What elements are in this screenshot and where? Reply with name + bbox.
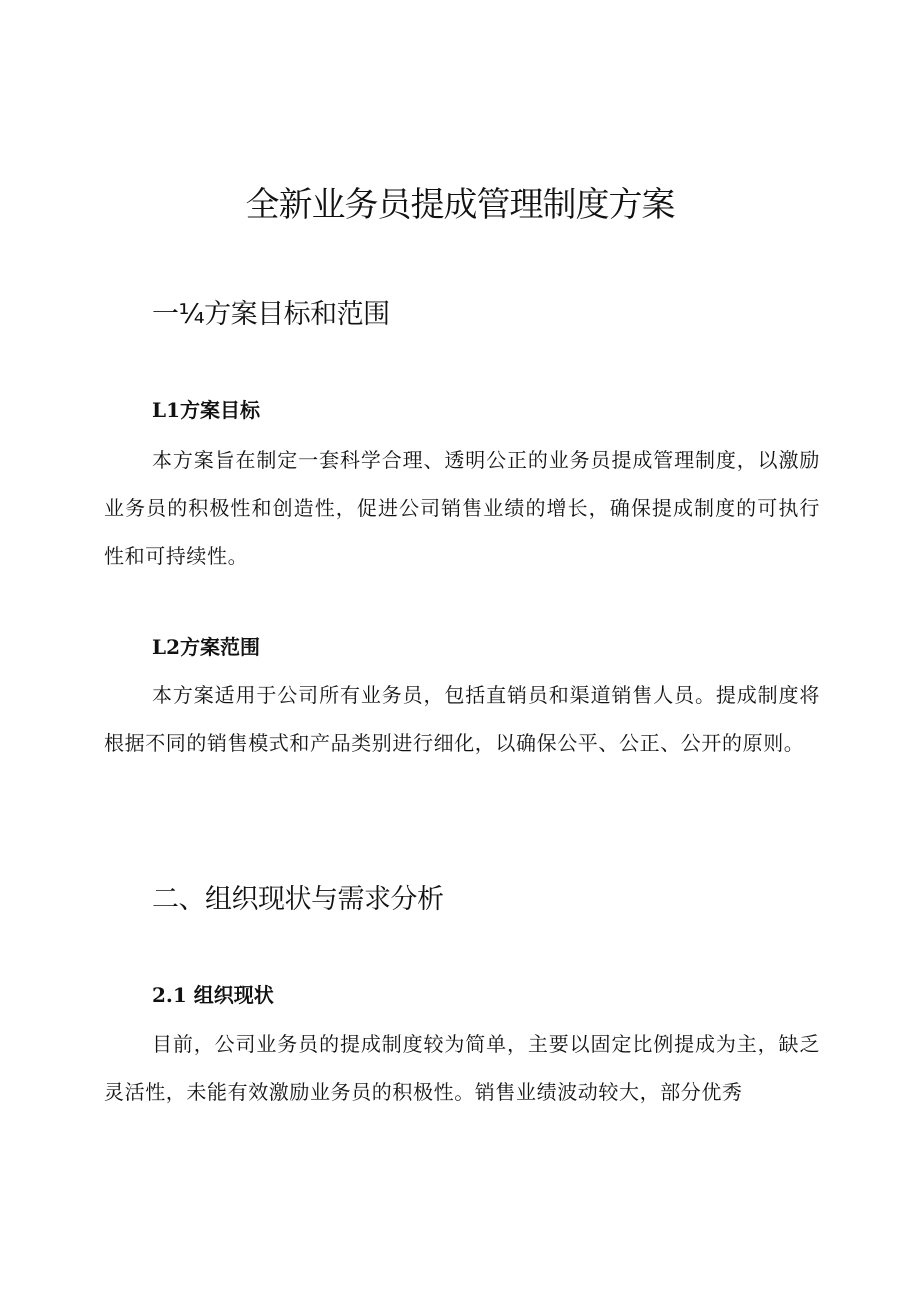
subsection-heading-1-1: L1方案目标: [152, 398, 260, 422]
section-heading-2: 二、组织现状与需求分析: [152, 884, 444, 915]
subsection-heading-2-1: 2.1 组织现状: [152, 983, 274, 1007]
section-heading-1: 一¼方案目标和范围: [152, 299, 390, 330]
paragraph-2-1: 目前，公司业务员的提成制度较为简单，主要以固定比例提成为主，缺乏灵活性，未能有效激励业务员的积极性。销售业绩波动较大，部分优秀: [104, 1032, 820, 1104]
subsection-heading-1-2: L2方案范围: [152, 635, 260, 659]
document-title: 全新业务员提成管理制度方案: [245, 185, 675, 225]
paragraph-1-2: 本方案适用于公司所有业务员，包括直销员和渠道销售人员。提成制度将根据不同的销售模式和产品类别进行细化，以确保公平、公正、公开的原则。: [104, 683, 820, 755]
paragraph-1-1: 本方案旨在制定一套科学合理、透明公正的业务员提成管理制度，以激励业务员的积极性和创造性，促进公司销售业绩的增长，确保提成制度的可执行性和可持续性。: [104, 448, 820, 568]
